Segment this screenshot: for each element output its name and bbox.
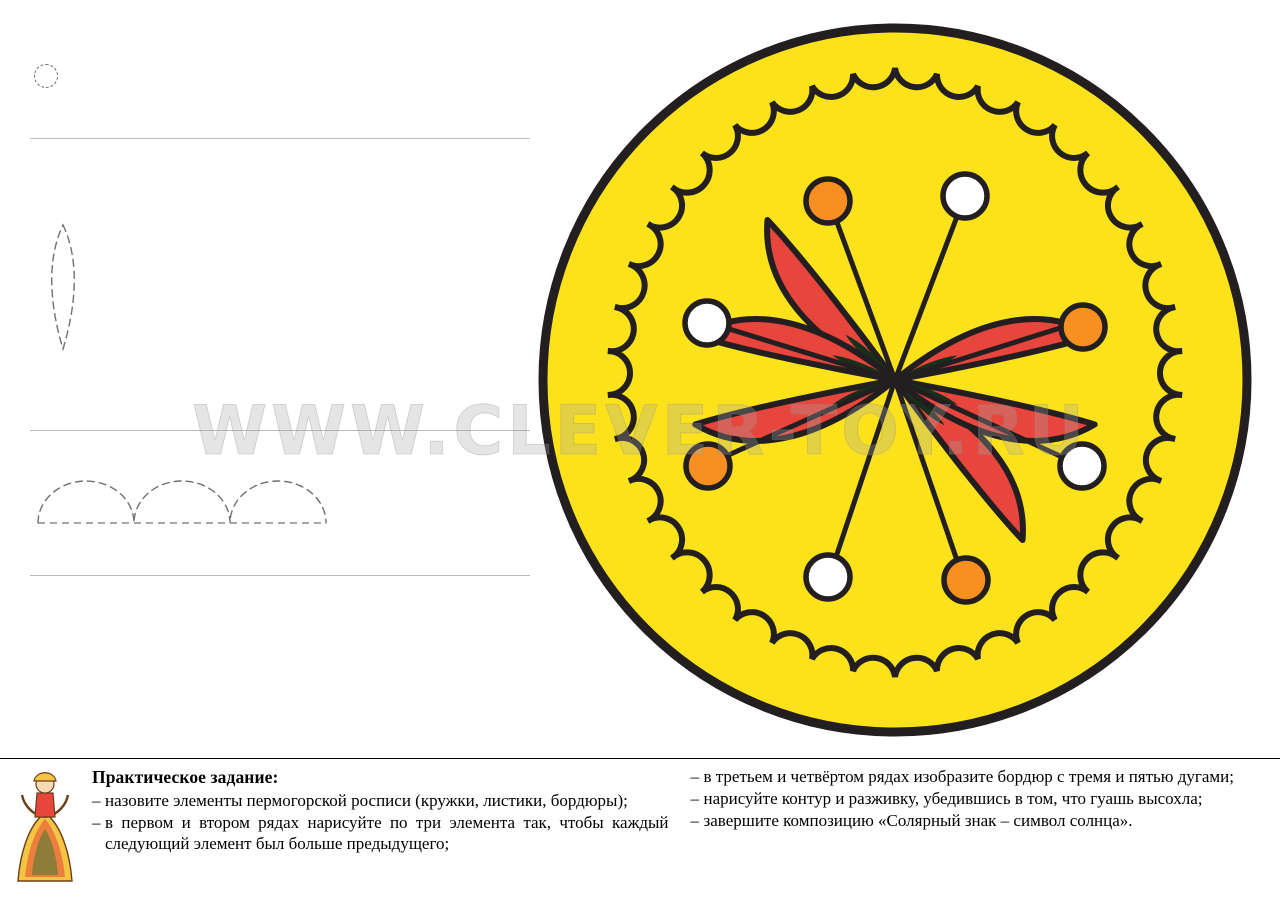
task-column-left bbox=[92, 767, 669, 856]
task-dash: – bbox=[92, 812, 101, 832]
task-dash: – bbox=[92, 791, 101, 810]
watermark-text: WWW.CLEVER-TOY.RU bbox=[192, 392, 1088, 471]
task-item bbox=[691, 767, 1268, 788]
matryoshka-doll-illustration bbox=[14, 769, 76, 887]
task-item bbox=[92, 791, 669, 812]
task-column-right bbox=[691, 767, 1268, 856]
dashed-arcs-template bbox=[28, 465, 348, 535]
dot-orange bbox=[686, 444, 730, 488]
task-item-text: нарисуйте контур и разживку, убедившись в том, что гуашь высохла; bbox=[703, 788, 1203, 808]
task-dash: – bbox=[690, 788, 699, 808]
dot-white bbox=[1060, 444, 1104, 488]
task-item-text: завершите композицию «Солярный знак – символ солнца». bbox=[703, 810, 1133, 830]
task-title: Практическое задание: bbox=[92, 767, 279, 787]
dot-white bbox=[806, 555, 850, 599]
task-panel bbox=[0, 758, 1280, 905]
task-item-text: назовите элементы пермогорской росписи (кружки, листики, бордюры); bbox=[105, 791, 628, 810]
practice-rule-line-1 bbox=[30, 138, 530, 139]
practice-area bbox=[0, 0, 560, 750]
practice-rule-line-2 bbox=[30, 430, 530, 431]
task-item-text: в третьем и четвёртом рядах изобразите бордюр с тремя и пятью дугами; bbox=[703, 767, 1234, 786]
dot-orange bbox=[1061, 305, 1105, 349]
dot-orange bbox=[806, 179, 850, 223]
practice-rule-line-3 bbox=[30, 575, 530, 576]
solar-sign-illustration bbox=[525, 10, 1265, 750]
dashed-circle-template bbox=[34, 64, 58, 88]
task-columns bbox=[92, 767, 1267, 856]
dot-white bbox=[943, 174, 987, 218]
task-item-text: в первом и втором рядах нарисуйте по три элемента так, чтобы каждый следующий элемент был больше предыдущего; bbox=[105, 812, 669, 853]
task-item bbox=[691, 811, 1268, 832]
task-item bbox=[92, 813, 669, 855]
dot-white bbox=[685, 301, 729, 345]
dot-orange bbox=[944, 558, 988, 602]
task-dash: – bbox=[690, 810, 699, 830]
task-dash: – bbox=[690, 767, 699, 786]
task-item bbox=[691, 789, 1268, 810]
dashed-leaf-template bbox=[44, 222, 82, 352]
